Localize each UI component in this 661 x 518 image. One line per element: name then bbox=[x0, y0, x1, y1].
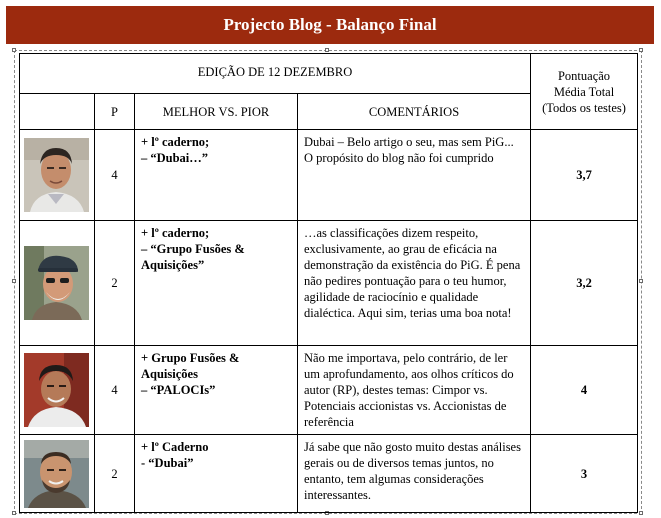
frame-handle-bottom-left[interactable] bbox=[12, 511, 16, 515]
col-header-best-worst: MELHOR VS. PIOR bbox=[135, 94, 298, 130]
score-value: 3,2 bbox=[531, 221, 638, 346]
best-worst-cell bbox=[135, 130, 298, 221]
edition-header: EDIÇÃO DE 12 DEZEMBRO bbox=[20, 54, 531, 94]
frame-handle-left-middle[interactable] bbox=[12, 279, 16, 283]
best-worst-line: + lº caderno; bbox=[141, 135, 210, 149]
reviewer-photo bbox=[24, 246, 89, 320]
comment-cell: Dubai – Belo artigo o seu, mas sem PiG... O propósito do blog não foi cumprido bbox=[298, 130, 531, 221]
score-value: 3 bbox=[531, 435, 638, 513]
table-row bbox=[20, 346, 638, 435]
score-value: 4 bbox=[531, 346, 638, 435]
reviewer-photo bbox=[24, 440, 89, 508]
score-value: 3,7 bbox=[531, 130, 638, 221]
photo-cell bbox=[20, 346, 95, 435]
best-worst-line: – “Dubai…” bbox=[141, 151, 209, 165]
table-row bbox=[20, 435, 638, 513]
frame-handle-top-left[interactable] bbox=[12, 48, 16, 52]
best-worst-line: – “PALOCIs” bbox=[141, 383, 216, 397]
best-worst-line: + lº Caderno bbox=[141, 440, 209, 454]
table-row bbox=[20, 130, 638, 221]
p-value: 4 bbox=[95, 346, 135, 435]
comment-cell: …as classificações dizem respeito, exclusivamente, ao grau de eficácia na demonstração da existência do PiG. É pena não pedires pontuação para o teu humor, agilidade de raciocínio e qualidade dialéctica. Aqui sim, terias uma boa nota! bbox=[298, 221, 531, 346]
table-header-row-top bbox=[20, 54, 638, 94]
frame-handle-top-middle[interactable] bbox=[325, 48, 329, 52]
score-header-line: (Todos os testes) bbox=[542, 100, 626, 115]
best-worst-line: + lº caderno; bbox=[141, 226, 210, 240]
col-header-p: P bbox=[95, 94, 135, 130]
best-worst-line: - “Dubai” bbox=[141, 456, 194, 470]
p-value: 2 bbox=[95, 221, 135, 346]
frame-handle-top-right[interactable] bbox=[639, 48, 643, 52]
col-header-comments: COMENTÁRIOS bbox=[298, 94, 531, 130]
score-header-line: Pontuação bbox=[557, 68, 611, 83]
photo-cell bbox=[20, 221, 95, 346]
photo-cell bbox=[20, 435, 95, 513]
score-header bbox=[531, 54, 638, 130]
best-worst-line: – “Grupo Fusões & Aquisições” bbox=[141, 242, 245, 272]
best-worst-cell bbox=[135, 221, 298, 346]
comment-cell: Já sabe que não gosto muito destas análises gerais ou de diversos temas juntos, no entanto, tem algumas considerações interessantes. bbox=[298, 435, 531, 513]
photo-cell bbox=[20, 130, 95, 221]
frame-handle-right-middle[interactable] bbox=[639, 279, 643, 283]
evaluation-table bbox=[19, 53, 638, 513]
photo-header-empty bbox=[20, 94, 95, 130]
comment-cell: Não me importava, pelo contrário, de ler um aprofundamento, aos olhos críticos do autor (RP), destes temas: Cimpor vs. Potenciais accionistas vs. Accionistas de referência bbox=[298, 346, 531, 435]
frame-handle-bottom-right[interactable] bbox=[639, 511, 643, 515]
document-title: Projecto Blog - Balanço Final bbox=[6, 6, 654, 44]
reviewer-photo bbox=[24, 353, 89, 427]
best-worst-cell bbox=[135, 346, 298, 435]
reviewer-photo bbox=[24, 138, 89, 212]
best-worst-cell bbox=[135, 435, 298, 513]
p-value: 4 bbox=[95, 130, 135, 221]
table-row bbox=[20, 221, 638, 346]
best-worst-line: + Grupo Fusões & Aquisições bbox=[141, 351, 240, 381]
score-header-line: Média Total bbox=[553, 84, 615, 99]
p-value: 2 bbox=[95, 435, 135, 513]
